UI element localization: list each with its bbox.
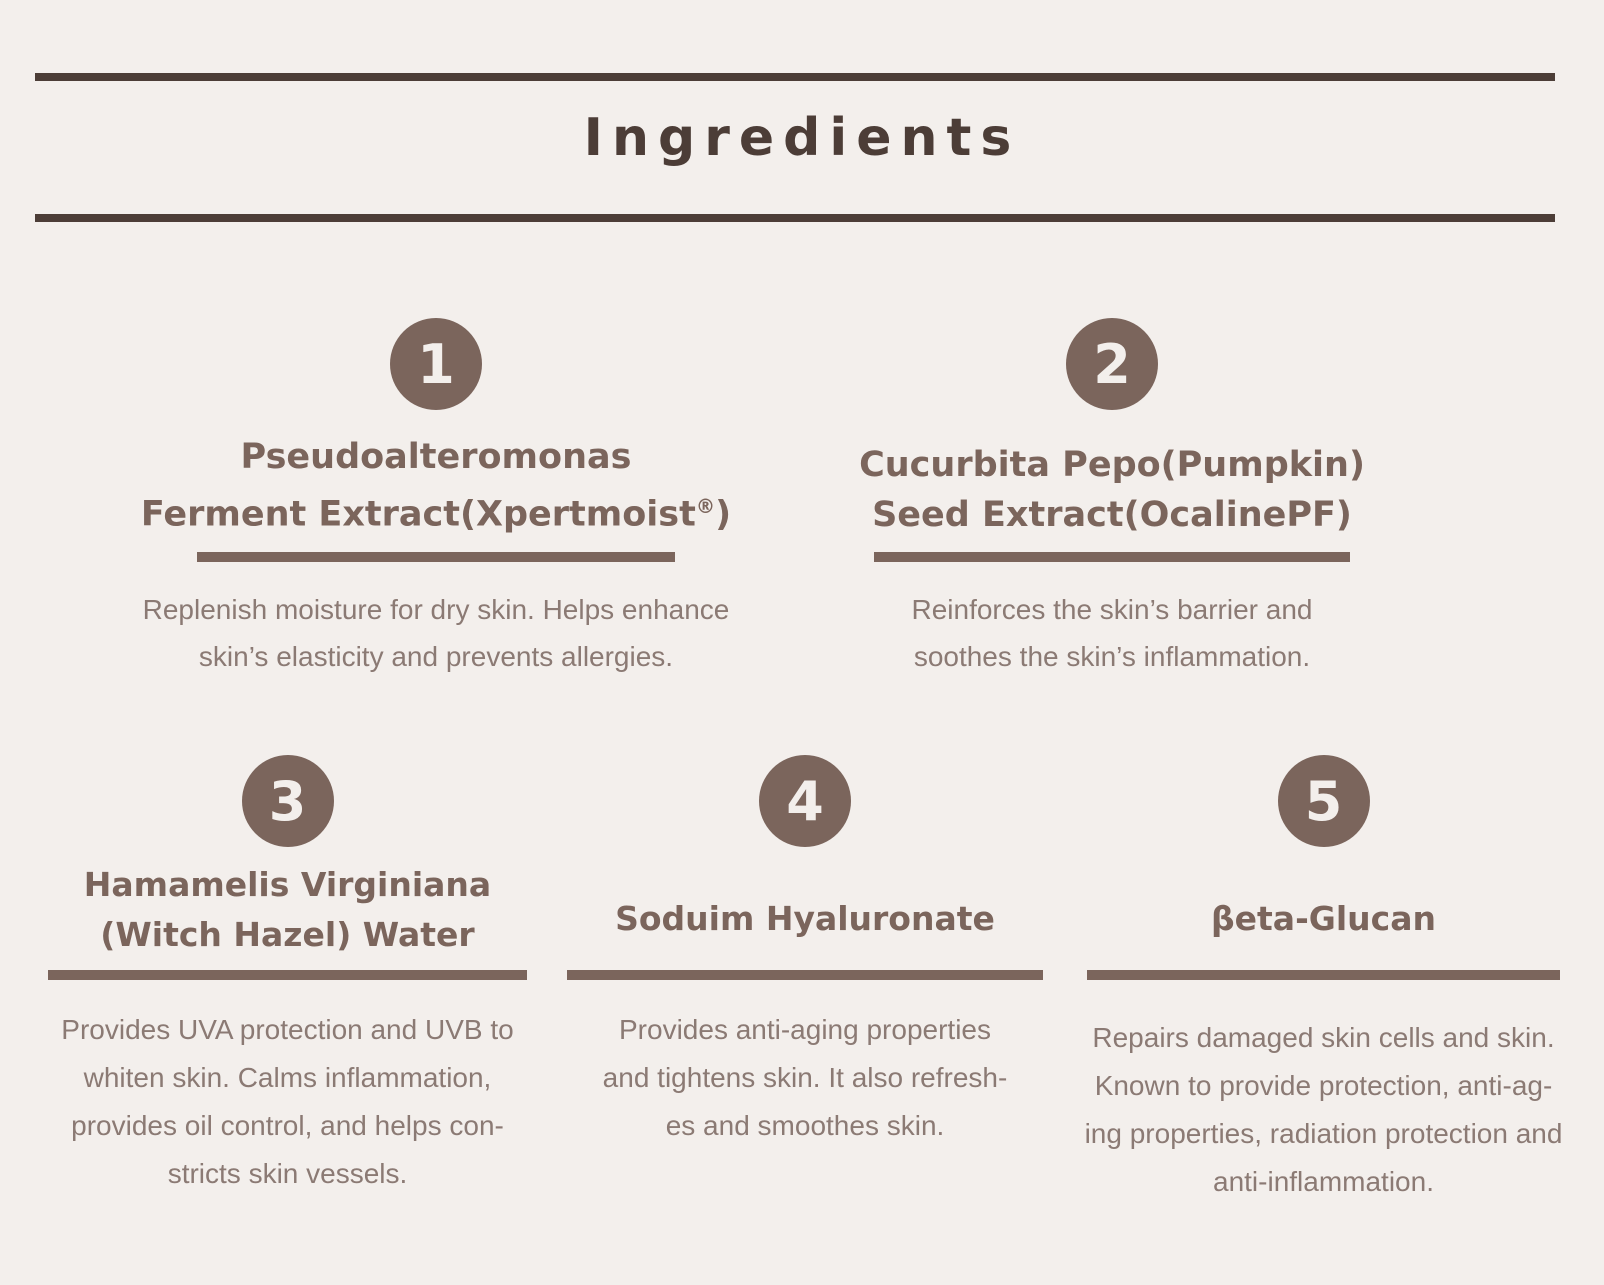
header-bottom-rule [35, 214, 1555, 222]
item-description-line: Reinforces the skin’s barrier and [911, 594, 1313, 625]
title-underline [567, 970, 1043, 980]
item-description-line: stricts skin vessels. [167, 1158, 408, 1189]
ingredient-item-5 [1084, 755, 1563, 1206]
item-number-badge: 5 [1278, 755, 1370, 847]
item-description [874, 586, 1350, 680]
item-description-line: whiten skin. Calms inflammation, [83, 1062, 492, 1093]
item-description [1084, 1014, 1563, 1206]
item-title: Cucurbita Pepo(Pumpkin) Seed Extract(OcalinePF) [859, 445, 1365, 535]
item-description-line: Known to provide protection, anti-ag- [1094, 1070, 1553, 1101]
item-description [48, 1006, 527, 1198]
item-description-line: soothes the skin’s inflammation. [913, 641, 1311, 672]
item-description-line: provides oil control, and helps con- [71, 1110, 504, 1141]
title-underline [48, 970, 527, 980]
item-description-line: and tightens skin. It also refresh- [602, 1062, 1008, 1093]
item-description-line: skin’s elasticity and prevents allergies. [198, 641, 674, 672]
ingredient-item-1 [140, 318, 732, 680]
ingredient-item-3 [48, 755, 527, 1198]
registered-trademark-symbol: ® [695, 495, 716, 519]
item-number-badge: 1 [390, 318, 482, 410]
title-underline [1087, 970, 1560, 980]
item-number-badge: 4 [759, 755, 851, 847]
item-description [567, 1006, 1043, 1150]
title-underline [197, 552, 675, 562]
item-description-line: Replenish moisture for dry skin. Helps enhance [142, 594, 730, 625]
item-title: Pseudoalteromonas Ferment Extract(Xpertmoist®) [140, 437, 732, 535]
header-top-rule [35, 73, 1555, 81]
item-description-line: anti-inflammation. [1213, 1166, 1434, 1197]
item-number-badge: 3 [242, 755, 334, 847]
item-description-line: es and smoothes skin. [665, 1110, 945, 1141]
ingredient-item-4 [567, 755, 1043, 1150]
item-description-line: Repairs damaged skin cells and skin. [1092, 1022, 1555, 1053]
title-underline [874, 552, 1350, 562]
item-description-line: ing properties, radiation protection and [1084, 1118, 1563, 1149]
ingredient-item-2 [859, 318, 1365, 680]
page-title: Ingredients [583, 108, 1021, 168]
item-title: βeta-Glucan [1211, 899, 1436, 938]
item-description-line: Provides anti-aging properties [619, 1014, 991, 1045]
item-description-line: Provides UVA protection and UVB to [61, 1014, 514, 1045]
item-number-badge: 2 [1066, 318, 1158, 410]
item-title: Soduim Hyaluronate [615, 899, 995, 938]
item-description [142, 586, 730, 680]
item-title: Hamamelis Virginiana (Witch Hazel) Water [83, 865, 492, 954]
